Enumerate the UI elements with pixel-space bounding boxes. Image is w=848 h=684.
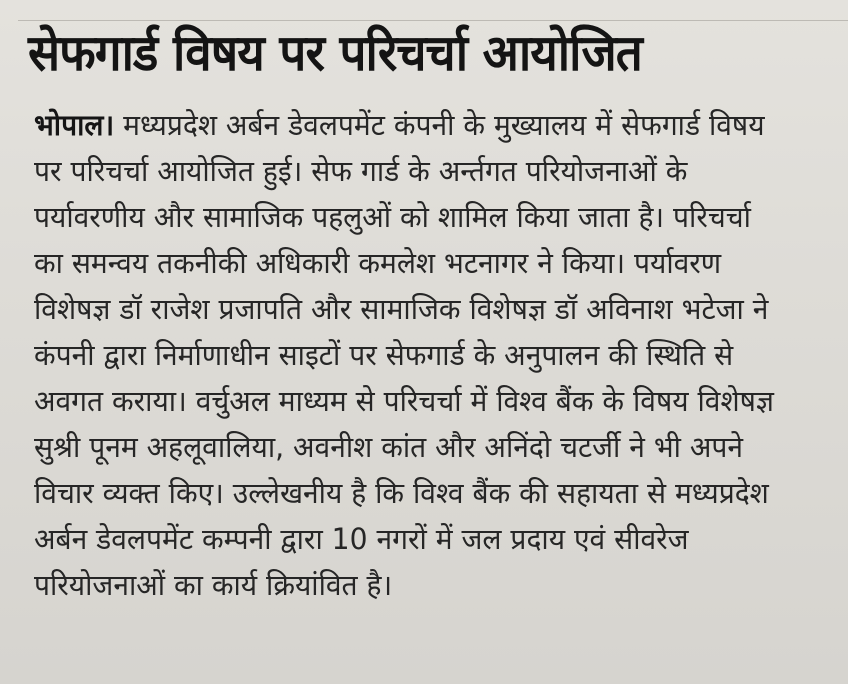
body-line-1 bbox=[34, 102, 840, 148]
previous-article-cutoff bbox=[0, 0, 848, 14]
body-line-8: सुश्री पूनम अहलूवालिया, अवनीश कांत और अनिंदो चटर्जी ने भी अपने bbox=[34, 430, 744, 464]
body-line-10: अर्बन डेवलपमेंट कम्पनी द्वारा 10 नगरों में जल प्रदाय एवं सीवरेज bbox=[34, 522, 689, 556]
article-headline: सेफगार्ड विषय पर परिचर्चा आयोजित bbox=[28, 24, 642, 82]
body-line-7: अवगत कराया। वर्चुअल माध्यम से परिचर्चा में विश्व बैंक के विषय विशेषज्ञ bbox=[34, 384, 774, 418]
body-line-9: विचार व्यक्त किए। उल्लेखनीय है कि विश्व बैंक की सहायता से मध्यप्रदेश bbox=[34, 476, 769, 510]
body-line-2: पर परिचर्चा आयोजित हुई। सेफ गार्ड के अर्न्तगत परियोजनाओं के bbox=[34, 154, 688, 188]
body-line-4: का समन्वय तकनीकी अधिकारी कमलेश भटनागर ने किया। पर्यावरण bbox=[34, 246, 722, 280]
article-body bbox=[34, 102, 848, 608]
column-rule bbox=[18, 20, 848, 21]
body-line-6: कंपनी द्वारा निर्माणाधीन साइटों पर सेफगार्ड के अनुपालन की स्थिति से bbox=[34, 338, 734, 372]
body-line-11: परियोजनाओं का कार्य क्रियांवित है। bbox=[34, 568, 393, 602]
dateline: भोपाल। bbox=[34, 108, 115, 142]
body-line-1-text: मध्यप्रदेश अर्बन डेवलपमेंट कंपनी के मुख्यालय में सेफगार्ड विषय bbox=[114, 108, 765, 142]
body-line-3: पर्यावरणीय और सामाजिक पहलुओं को शामिल किया जाता है। परिचर्चा bbox=[34, 200, 751, 234]
body-line-5: विशेषज्ञ डॉ राजेश प्रजापति और सामाजिक विशेषज्ञ डॉ अविनाश भटेजा ने bbox=[34, 292, 769, 326]
